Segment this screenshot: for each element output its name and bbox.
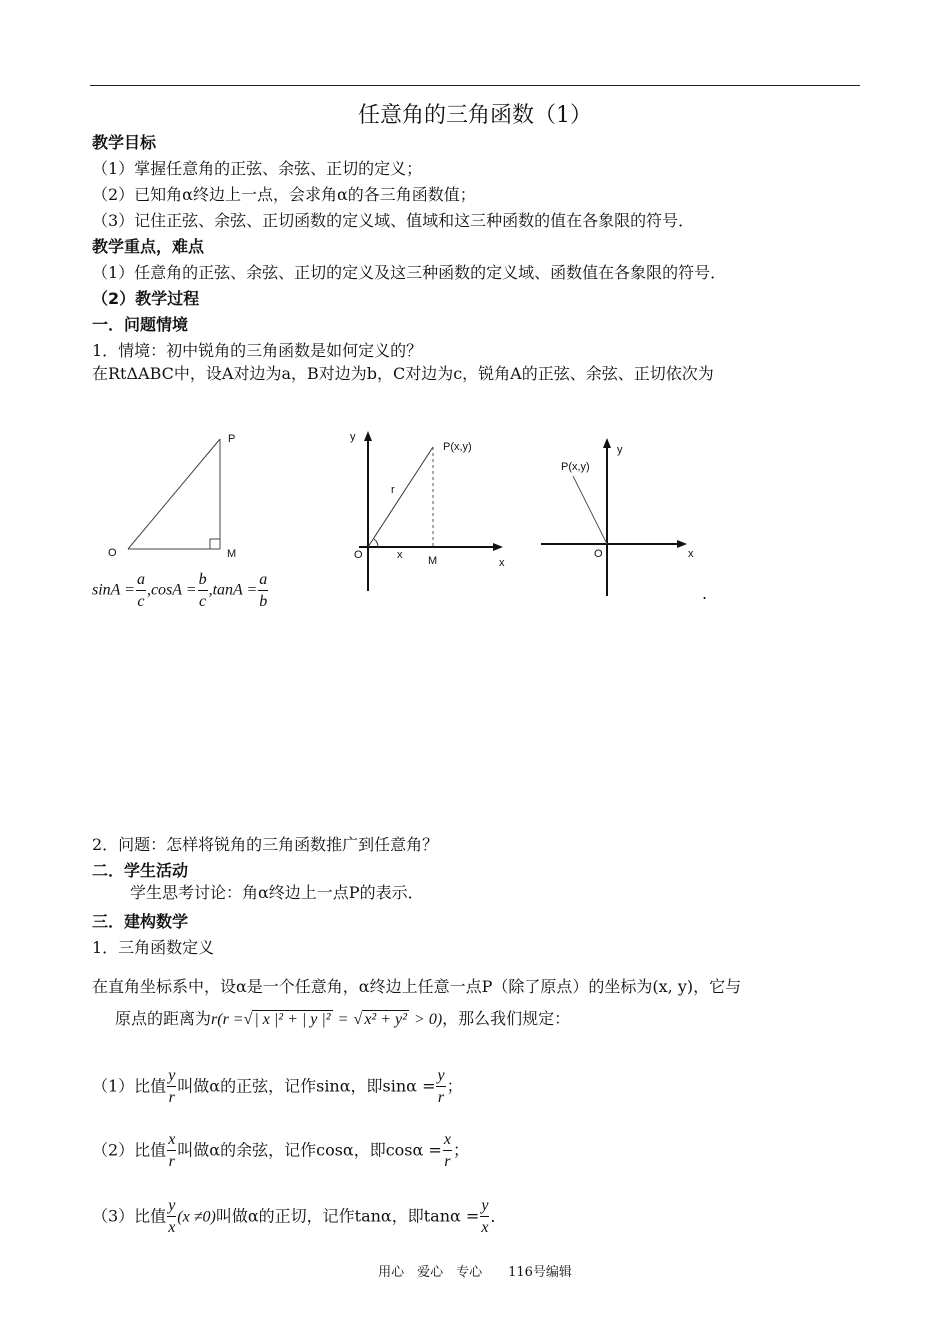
triangle-hypotenuse xyxy=(128,439,220,549)
label-P-xy: P(x,y) xyxy=(443,441,472,453)
figure-coordinate-first-quadrant xyxy=(345,425,515,595)
section2-line: 学生思考讨论：角α终边上一点P的表示． xyxy=(130,883,424,902)
y-axis-arrow xyxy=(364,431,372,441)
right-angle-mark xyxy=(210,539,220,549)
label-O: O xyxy=(354,549,363,561)
label-x: x xyxy=(688,548,694,560)
label-r: r xyxy=(391,484,395,496)
tangent-fraction: $\frac{y}{x}$ xyxy=(481,1197,489,1236)
definition-para2: 原点的距离为r(r =√ | x |² + | y |² = √ x² + y² > 0)，那么我们规定： xyxy=(115,1009,571,1028)
sin-lhs: sinA = xyxy=(92,581,135,599)
label-P: P xyxy=(228,433,236,445)
section1-heading: 一．问题情境 xyxy=(92,315,189,334)
x-over-r: $\frac{x}{r}$ xyxy=(168,1131,176,1170)
label-x-axis: x xyxy=(499,557,505,569)
tan-lhs: ,tanA = xyxy=(208,581,258,599)
period-mark: . xyxy=(702,584,708,603)
sqrt-abs: | x |² + | y |² xyxy=(254,1011,331,1028)
para2-lead: 原点的距离为 xyxy=(115,1009,212,1028)
para2-tail: ，那么我们规定： xyxy=(442,1009,571,1028)
x-axis-arrow xyxy=(677,540,687,548)
section3-heading: 三．建构数学 xyxy=(92,912,189,931)
label-P-xy: P(x,y) xyxy=(561,461,590,473)
label-M: M xyxy=(227,548,237,560)
label-y: y xyxy=(617,444,623,456)
page-title: 任意角的三角函数（1） xyxy=(358,103,592,128)
figure-coordinate-second-quadrant xyxy=(535,430,705,600)
section2-heading: 二．学生活动 xyxy=(92,861,189,880)
definition-cosine: （2）比值 $\frac{x}{r}$ 叫做α的余弦，记作cosα，即cosα = $\frac{x}{r}$ ； xyxy=(92,1131,469,1170)
definition-sine: （1）比值 $\frac{y}{r}$ 叫做α的正弦，记作sinα，即sinα = $\frac{y}{r}$ ； xyxy=(92,1067,463,1106)
keypoint-2: （2）教学过程 xyxy=(92,289,200,308)
label-M: M xyxy=(428,555,438,567)
label-x-segment: x xyxy=(397,549,403,561)
section1-line3: 2．问题：怎样将锐角的三角函数推广到任意角？ xyxy=(92,835,439,854)
section1-line1: 1．情境：初中锐角的三角函数是如何定义的？ xyxy=(92,341,423,360)
figure-right-triangle xyxy=(100,425,250,570)
sine-fraction: $\frac{y}{r}$ xyxy=(437,1067,445,1106)
terminal-side-r xyxy=(368,447,433,547)
label-O: O xyxy=(594,548,603,560)
angle-arc xyxy=(374,539,378,547)
y-over-r: $\frac{y}{r}$ xyxy=(168,1067,176,1106)
sqrt-sum: x² + y² xyxy=(364,1011,407,1028)
cos-lhs: ,cosA = xyxy=(146,581,197,599)
goal-2: （2）已知角α终边上一点，会求角α的各三角函数值； xyxy=(92,185,476,204)
y-over-x: $\frac{y}{x}$ xyxy=(168,1197,176,1236)
goals-heading: 教学目标 xyxy=(92,133,157,152)
keypoints-heading: 教学重点，难点 xyxy=(92,237,205,256)
definition-tangent: （3）比值 $\frac{y}{x}$ (x ≠0)叫做α的正切，记作tanα，即tanα = $\frac{y}{x}$ ． xyxy=(92,1197,507,1236)
x-axis-arrow xyxy=(493,543,503,551)
y-axis-arrow xyxy=(603,438,611,448)
label-y: y xyxy=(350,431,356,443)
section3-sub: 1．三角函数定义 xyxy=(92,938,215,957)
sin-fraction: $\frac{a}{c}$ xyxy=(136,571,145,610)
tan-fraction: $\frac{a}{b}$ xyxy=(259,571,268,610)
terminal-side xyxy=(573,476,607,544)
page-footer: 用心 爱心 专心 116号编辑 xyxy=(378,1265,572,1280)
keypoint-1: （1）任意角的正弦、余弦、正切的定义及这三种函数的定义域、函数值在各象限的符号． xyxy=(92,263,727,282)
equals-sign: = xyxy=(337,1011,349,1028)
r-expr: r(r = xyxy=(211,1011,244,1028)
cos-fraction: $\frac{b}{c}$ xyxy=(198,571,207,610)
label-O: O xyxy=(108,547,117,559)
goal-1: （1）掌握任意角的正弦、余弦、正切的定义； xyxy=(92,159,423,178)
header-rule xyxy=(90,85,860,86)
acute-trig-formula xyxy=(92,572,269,610)
cosine-fraction: $\frac{x}{r}$ xyxy=(443,1131,451,1170)
definition-para1: 在直角坐标系中，设α是一个任意角，α终边上任意一点P（除了原点）的坐标为(x, y)，它与 xyxy=(92,977,742,996)
goal-3: （3）记住正弦、余弦、正切函数的定义域、值域和这三种函数的值在各象限的符号． xyxy=(92,211,695,230)
section1-line2: 在RtΔABC中，设A对边为a，B对边为b，C对边为c，锐角A的正弦、余弦、正切依次为 xyxy=(92,364,714,383)
r-positive: > 0) xyxy=(414,1011,443,1028)
